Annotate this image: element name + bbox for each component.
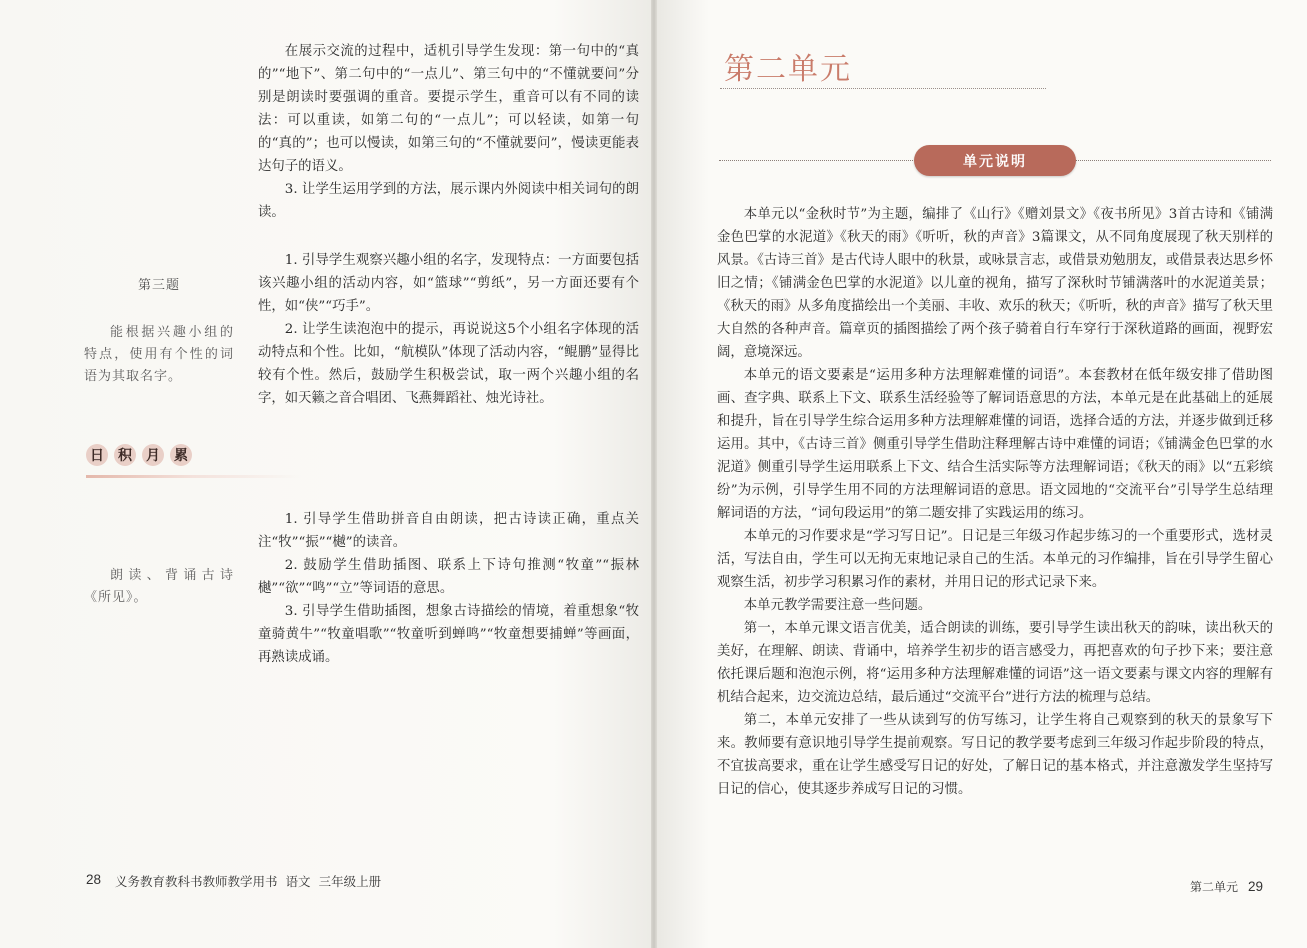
title-rule [720,88,1046,89]
left-page [0,0,651,948]
right-page [657,0,1307,948]
paragraph: 1. 引导学生观察兴趣小组的名字，发现特点：一方面要包括该兴趣小组的活动内容，如“篮球”“剪纸”，另一方面还要有个性，如“侠”“巧手”。 [258,253,639,314]
paragraph: 本单元的语文要素是“运用多种方法理解难懂的词语”。本套教材在低年级安排了借助图画、查字典、联系上下文、联系生活经验等了解词语意思的方法，本单元是在此基础上的延展和提升，旨在引导学生综合运用多种方法理解难懂的词语，选择合适的方法，并逐步做到迁移运用。其中，《古诗三首》侧重引导学生借助注释理解古诗中难懂的词语；《铺满金色巴掌的水泥道》侧重引导学生运用联系上下文、结合生活实际等方法理解词语；《秋天的雨》以“五彩缤纷”为示例，引导学生用不同的方法理解词语的意思。语文园地的“交流平台”引导学生总结理解词语的方法，“词句段运用”的第二题安排了实践运用的练习。 [717,368,1273,521]
book-title: 义务教育教科书教师教学用书 [115,874,278,889]
side-note-poem: 朗读、背诵古诗《所见》。 [84,568,234,605]
unit-title: 第二单元 [724,52,852,87]
unit-description-text [717,203,1273,801]
heading-underline [86,475,301,478]
side-note-objective: 能根据兴趣小组的特点，使用有个性的词语为其取名字。 [84,325,234,384]
heading-char: 累 [170,444,192,466]
page-number: 28 [86,872,102,887]
heading-char: 日 [86,444,108,466]
paragraph: 在展示交流的过程中，适机引导学生发现：第一句中的“真的”“地下”、第二句中的“一点儿”、第三句中的“不懂就要问”分别是朗读时要强调的重音。要提示学生，重音可以有不同的读法：可以重读，如第二句的“一点儿”；可以轻读，如第一句的“真的”；也可以慢读，如第三句的“不懂就要问”，慢读更能表达句子的语义。 [258,44,639,174]
grade: 三年级上册 [318,874,382,889]
side-heading-third-question: 第三题 [138,278,181,293]
paragraph: 本单元的习作要求是“学习写日记”。日记是三年级习作起步练习的一个重要形式，选材灵活，写法自由，学生可以无拘无束地记录自己的生活。本单元的习作编排，旨在引导学生留心观察生活，初步学习积累习作的素材，并用日记的形式记录下来。 [717,529,1273,590]
text-block-2 [258,249,639,410]
section-heading-daily-accumulation [86,440,198,470]
paragraph: 本单元教学需要注意一些问题。 [743,598,932,613]
left-footer [86,872,381,890]
right-footer [1190,878,1263,895]
text-block-1 [258,40,639,224]
paragraph: 2. 让学生读泡泡中的提示，再说说这5个小组名字体现的活动特点和个性。比如，“航模队”体现了活动内容，“鲲鹏”显得比较有个性。然后，鼓励学生积极尝试，取一两个兴趣小组的名字，如天籁之音合唱团、飞燕舞蹈社、烛光诗社。 [258,322,639,406]
paragraph: 3. 引导学生借助插图，想象古诗描绘的情境，着重想象“牧童骑黄牛”“牧童唱歌”“牧童听到蝉鸣”“牧童想要捕蝉”等画面，再熟读成诵。 [258,604,639,665]
paragraph: 第一，本单元课文语言优美，适合朗读的训练，要引导学生读出秋天的韵味，读出秋天的美好，在理解、朗读、背诵中，培养学生初步的语言感受力，再把喜欢的句子抄下来；要注意依托课后题和泡泡示例，将“运用多种方法理解难懂的词语”这一语文要素与课文内容的理解有机结合起来，边交流边总结，最后通过“交流平台”进行方法的梳理与总结。 [717,621,1273,705]
paragraph: 第二，本单元安排了一些从读到写的仿写练习，让学生将自己观察到的秋天的景象写下来。教师要有意识地引导学生提前观察。写日记的教学要考虑到三年级习作起步阶段的特点，不宜拔高要求，重在让学生感受写日记的好处，了解日记的基本格式，并注意激发学生坚持写日记的信心，使其逐步养成写日记的习惯。 [717,713,1273,797]
paragraph: 3. 让学生运用学到的方法，展示课内外阅读中相关词句的朗读。 [258,182,639,220]
heading-char: 积 [114,444,136,466]
text-block-3 [258,508,639,669]
subject: 语文 [285,874,311,889]
paragraph: 本单元以“金秋时节”为主题，编排了《山行》《赠刘景文》《夜书所见》3首古诗和《铺满金色巴掌的水泥道》《秋天的雨》《听听，秋的声音》3篇课文，从不同角度展现了秋天别样的风景。《古诗三首》是古代诗人眼中的秋景，或咏景言志，或借景劝勉朋友，或借景表达思乡怀旧之情；《铺满金色巴掌的水泥道》以儿童的视角，描写了深秋时节铺满落叶的水泥道美景；《秋天的雨》从多角度描绘出一个美丽、丰收、欢乐的秋天；《听听，秋的声音》描写了秋天里大自然的各种声音。篇章页的插图描绘了两个孩子骑着自行车穿行于深秋道路的画面，视野宏阔，意境深远。 [717,207,1273,360]
heading-char: 月 [142,444,164,466]
page-number: 29 [1247,879,1263,894]
paragraph: 1. 引导学生借助拼音自由朗读，把古诗读正确，重点关注“牧”“振”“樾”的读音。 [258,512,639,550]
paragraph: 2. 鼓励学生借助插图、联系上下诗句推测“牧童”“振林樾”“欲”“鸣”“立”等词语的意思。 [258,558,639,596]
running-head-unit: 第二单元 [1189,880,1238,894]
section-label-unit-description: 单元说明 [914,145,1076,176]
